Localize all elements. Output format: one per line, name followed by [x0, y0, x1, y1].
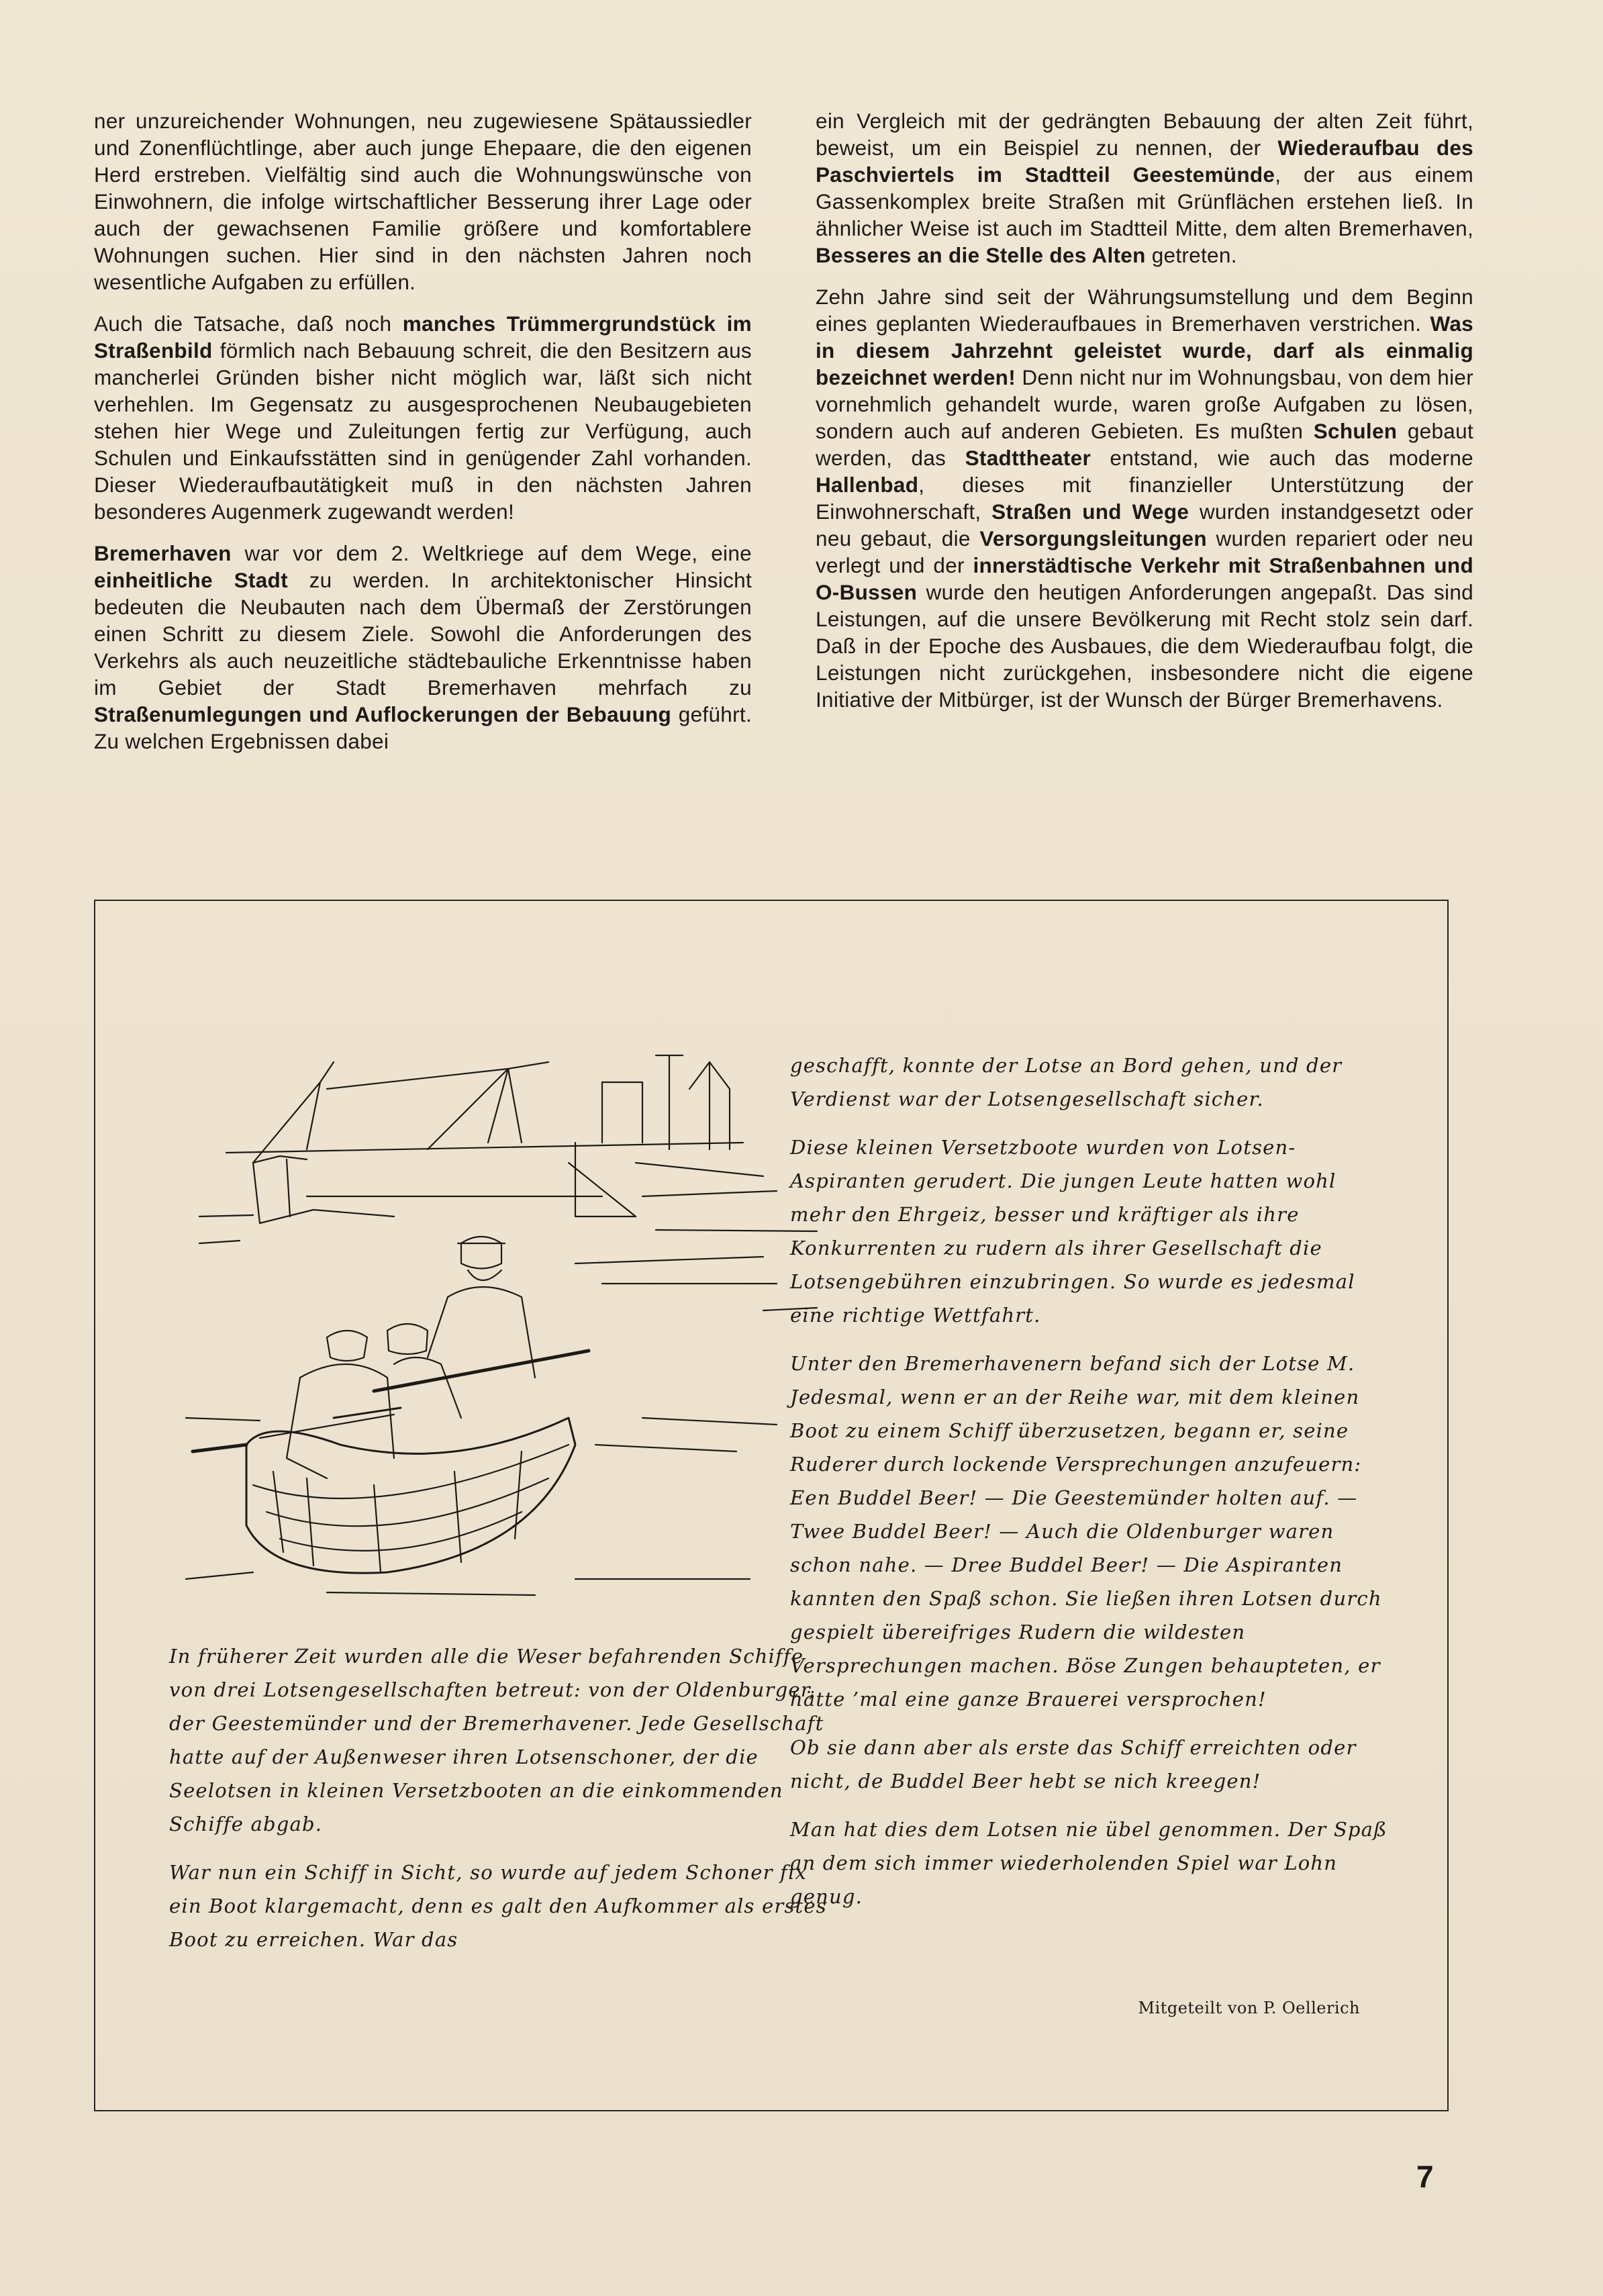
article-paragraph — [816, 107, 1473, 269]
article-left-column — [94, 107, 752, 769]
emphasized-text: Hallenbad — [816, 473, 919, 497]
emphasized-text: Besseres an die Stelle des Alten — [816, 243, 1146, 267]
article-paragraph — [94, 107, 752, 295]
page-number: 7 — [1416, 2159, 1434, 2194]
text-run: ner unzureichender Wohnungen, neu zugewiesene Spätaussiedler und Zonenflüchtlinge, aber auch junge Ehepaare, die den eigenen Herd erstreben. Vielfältig sind auch die Wohnungswünsche von Einwohnern, die infolge wirtschaftlicher Besserung ihrer Lage oder auch der gewachsenen Familie größere und komfortablere Wohnungen suchen. Hier sind in den nächsten Jahren noch wesentliche Aufgaben zu erfüllen. — [94, 109, 752, 294]
text-run: , der aus einem Gassenkomplex breite Straßen mit Grünflächen erstehen ließ. In ähnlicher Weise ist auch im Stadtteil Mitte, dem alten Bremerhaven, — [816, 162, 1473, 240]
article-paragraph — [94, 540, 752, 755]
text-run: Auch die Tatsache, daß noch — [94, 312, 403, 336]
text-run: war vor dem 2. Weltkriege auf dem Wege, eine — [231, 541, 752, 565]
emphasized-text: manches Trümmergrundstück im Straßenbild — [94, 312, 752, 363]
anecdote-paragraph: In früherer Zeit wurden alle die Weser befahrenden Schiffe von drei Lotsengesellschaften betreut: von der Oldenburger, der Geestemünder und der Bremerhavener. Jede Gesellschaft hatte auf der Außenweser ihren Lotsenschoner, der die Seelotsen in kleinen Versetzbooten an die einkommenden Schiffe abgab. — [169, 1645, 824, 1835]
emphasized-text: Wiederaufbau des Paschviertels im Stadtteil Geestemünde — [816, 136, 1473, 187]
emphasized-text: Straßenumlegungen und Auflockerungen der Bebauung — [94, 702, 672, 726]
text-run: Zehn Jahre sind seit der Währungsumstellung und dem Beginn eines geplanten Wiederaufbaues in Bremerhaven verstrichen. — [816, 285, 1473, 336]
emphasized-text: Versorgungsleitungen — [979, 526, 1207, 551]
text-run: entstand, wie auch das moderne — [1091, 446, 1473, 470]
text-run: wurden repariert oder neu verlegt und der — [816, 526, 1473, 577]
text-run: wurden instandgesetzt oder neu gebaut, die — [816, 499, 1473, 551]
text-run: , dieses mit finanzieller Unterstützung der Einwohnerschaft, — [816, 473, 1473, 524]
anecdote-paragraph: Unter den Bremerhavenern befand sich der Lotse M. Jedesmal, wenn er an der Reihe war, mit dem kleinen Boot zu einem Schiff überzusetzen, begann er, seine Ruderer durch lockende Versprechungen anzufeuern: Een Buddel Beer! — Die Geestemünder holten auf. — Twee Buddel Beer! — Auch die Oldenburger waren schon nahe. — Dree Buddel Beer! — Die Aspiranten kannten den Spaß schon. Sie ließen ihren Lotsen durch gespielt übereifriges Rudern die wildesten Versprechungen machen. Böse Zungen behaupteten, er hätte ’mal eine ganze Brauerei versprochen! — [790, 1352, 1382, 1711]
anecdote-paragraph: Ob sie dann aber als erste das Schiff erreichten oder nicht, de Buddel Beer hebt se nich kreegen! — [790, 1736, 1357, 1792]
article-paragraph — [816, 283, 1473, 713]
text-run: wurde den heutigen Anforderungen angepaßt. Das sind Leistungen, auf die unsere Bevölkerung mit Recht stolz sein darf. Daß in der Epoche des Ausbaues, die dem Wiederaufbau folgt, die Leistungen nicht zurückgehen, insbesondere nicht die eigene Initiative der Mitbürger, ist der Wunsch der Bürger Bremerhavens. — [816, 580, 1473, 712]
anecdote-paragraph: War nun ein Schiff in Sicht, so wurde auf jedem Schoner fix ein Boot klargemacht, denn es galt den Aufkommer als erstes Boot zu erreichen. War das — [169, 1861, 827, 1951]
emphasized-text: einheitliche Stadt — [94, 568, 288, 592]
anecdote-paragraph: Man hat dies dem Lotsen nie übel genommen. Der Spaß an dem sich immer wiederholenden Spiel war Lohn genug. — [790, 1818, 1388, 1908]
emphasized-text: Stadttheater — [965, 446, 1091, 470]
article-right-column — [816, 107, 1473, 728]
text-run: förmlich nach Bebauung schreit, die den Besitzern aus mancherlei Gründen bisher nicht möglich war, läßt sich nicht verhehlen. Im Gegensatz zu ausgesprochenen Neubaugebieten stehen hier Wege und Zuleitungen fertig zur Verfügung, auch Schulen und Einkaufsstätten sind in genügender Zahl vorhanden. Dieser Wiederaufbautätigkeit muß in den nächsten Jahren besonderes Augenmerk zugewandt werden! — [94, 338, 752, 524]
text-run: gebaut werden, das — [816, 419, 1473, 470]
anecdote-left-column — [169, 1639, 840, 1971]
text-run: getreten. — [1145, 243, 1237, 267]
anecdote-paragraph: geschafft, konnte der Lotse an Bord gehen, und der Verdienst war der Lotsengesellschaft sicher. — [790, 1054, 1343, 1110]
text-run: geführt. Zu welchen Ergebnissen dabei — [94, 702, 752, 753]
emphasized-text: innerstädtische Verkehr mit Straßenbahnen und O-Bussen — [816, 553, 1474, 604]
text-run: Denn nicht nur im Wohnungsbau, von dem hier vornehmlich gehandelt wurde, waren große Aufgaben zu lösen, sondern auch auf anderen Gebieten. Es mußten — [816, 365, 1473, 443]
pilot-boat-illustration — [173, 1042, 844, 1619]
article-paragraph — [94, 310, 752, 525]
author-credit: Mitgeteilt von P. Oellerich — [1138, 1999, 1360, 2017]
emphasized-text: Was in diesem Jahrzehnt geleistet wurde, darf als einmalig bezeichnet werden! — [816, 312, 1473, 389]
text-run: zu werden. In architektonischer Hinsicht bedeuten die Neubauten nach dem Übermaß der Zerstörungen einen Schritt zu diesem Ziele. Sowohl die Anforderungen des Verkehrs als auch neuzeitliche städtebauliche Erkenntnisse haben im Gebiet der Stadt Bremerhaven mehrfach zu — [94, 568, 752, 700]
text-run: ein Vergleich mit der gedrängten Bebauung der alten Zeit führt, beweist, um ein Beispiel zu nennen, der — [816, 109, 1473, 160]
emphasized-text: Bremerhaven — [94, 541, 232, 565]
anecdote-paragraph: Diese kleinen Versetzboote wurden von Lotsen-Aspiranten gerudert. Die jungen Leute hatten wohl mehr den Ehrgeiz, besser und kräftiger als ihre Konkurrenten zu rudern als ihrer Gesellschaft die Lotsengebühren einzubringen. So wurde es jedesmal eine richtige Wettfahrt. — [790, 1136, 1355, 1327]
emphasized-text: Straßen und Wege — [991, 499, 1189, 524]
emphasized-text: Schulen — [1313, 419, 1398, 443]
anecdote-right-column — [790, 1049, 1394, 1928]
anecdote-box — [94, 900, 1449, 2111]
